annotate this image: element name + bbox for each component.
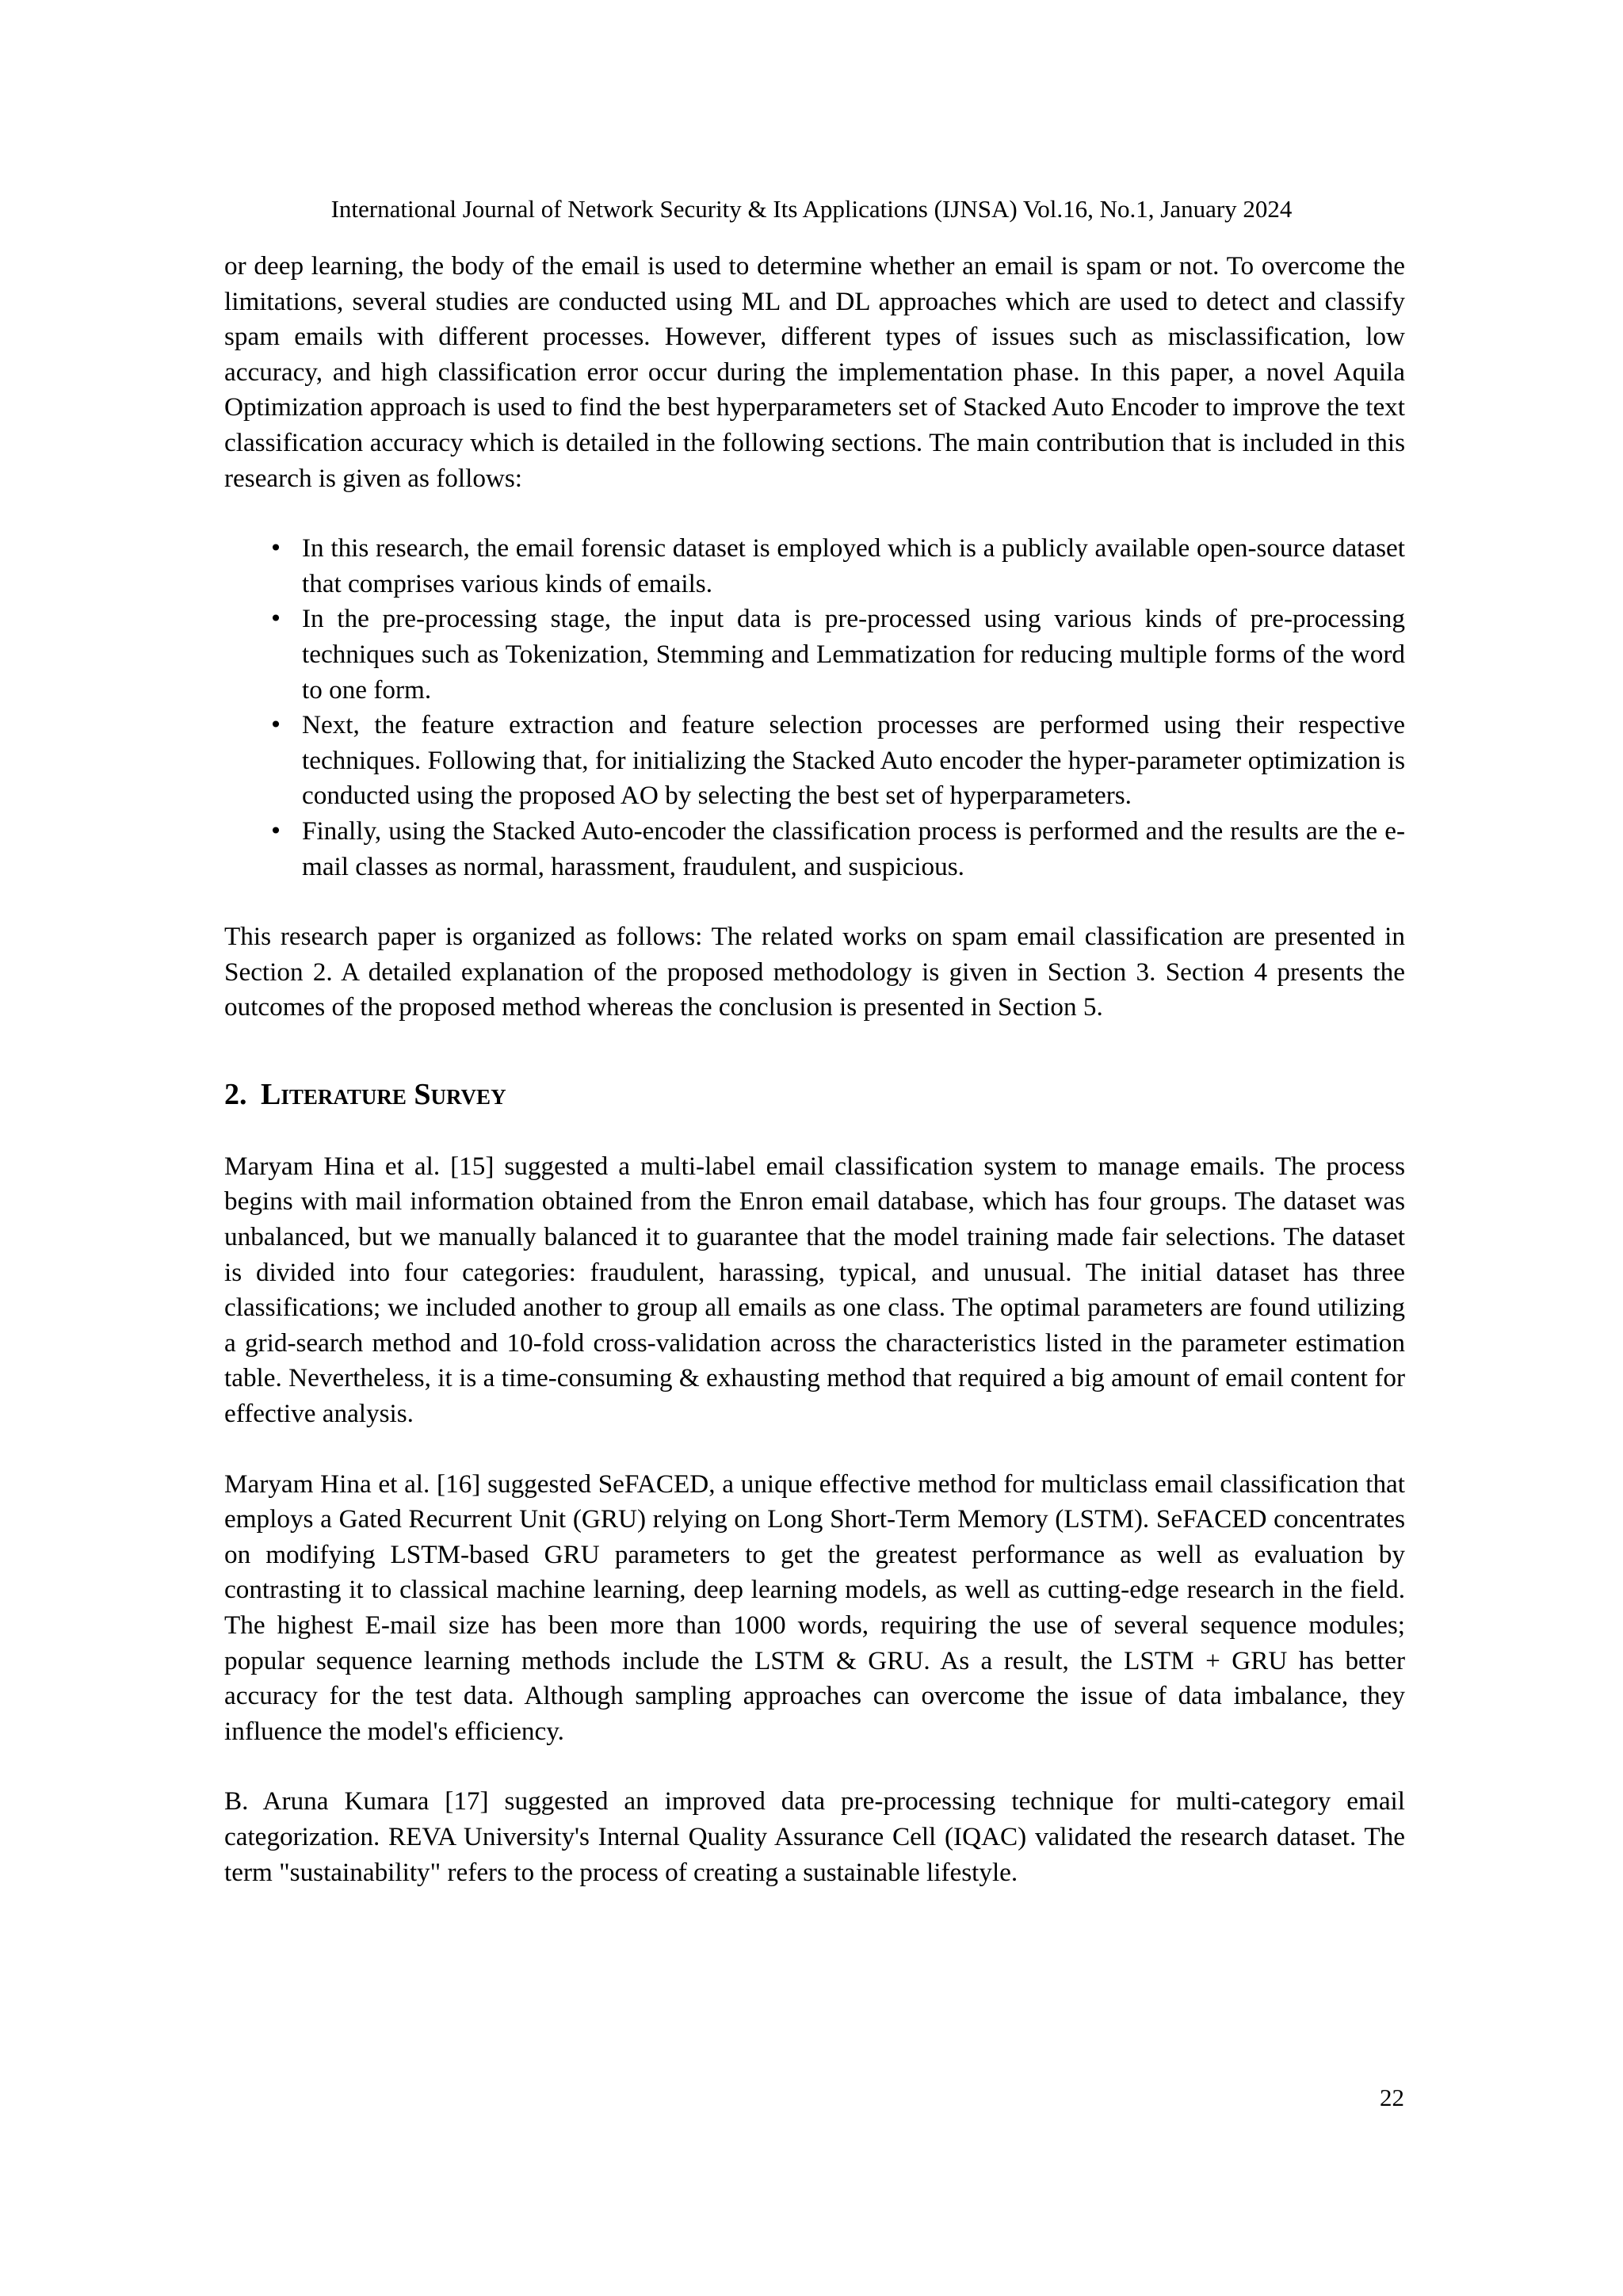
contribution-item <box>224 531 1405 602</box>
contribution-item <box>224 814 1405 884</box>
contribution-text: Next, the feature extraction and feature selection processes are performed using their respective techniques. Following that, for initializing the Stacked Auto encoder the hyper-parameter optimization is conducted using the proposed AO by selecting the best set of hyperparameters. <box>302 710 1405 811</box>
contribution-item <box>224 602 1405 708</box>
page-number: 22 <box>1380 2084 1404 2111</box>
contribution-text: Finally, using the Stacked Auto-encoder the classification process is performed and the results are the e-mail classes as normal, harassment, fraudulent, and suspicious. <box>302 816 1405 881</box>
section-heading <box>224 1076 1405 1113</box>
bullet-icon: • <box>269 712 283 739</box>
bullet-icon: • <box>269 535 283 562</box>
survey-paragraph-hina-15: Maryam Hina et al. [15] suggested a multi-label email classification system to manage emails. The process begins with mail information obtained from the Enron email database, which has four groups. The dataset was unbalanced, but we manually balanced it to guarantee that the model training made fair selections. The dataset is divided into four categories: fraudulent, harassing, typical, and unusual. The initial dataset has three classifications; we included another to group all emails as one class. The optimal parameters are found utilizing a grid-search method and 10-fold cross-validation across the characteristics listed in the parameter estimation table. Nevertheless, it is a time-consuming & exhausting method that required a big amount of email content for effective analysis. <box>224 1151 1405 1429</box>
contribution-text: In this research, the email forensic dataset is employed which is a publicly available open-source dataset that comprises various kinds of emails. <box>302 533 1405 598</box>
contribution-item <box>224 708 1405 814</box>
bullet-icon: • <box>269 606 283 632</box>
page-content <box>224 249 1405 1890</box>
contribution-text: In the pre-processing stage, the input data is pre-processed using various kinds of pre-processing techniques such as Tokenization, Stemming and Lemmatization for reducing multiple forms of the word to one form. <box>302 604 1405 705</box>
intro-paragraph: or deep learning, the body of the email is used to determine whether an email is spam or not. To overcome the limitations, several studies are conducted using ML and DL approaches which are used to detect and classify spam emails with different processes. However, different types of issues such as misclassification, low accuracy, and high classification error occur during the implementation phase. In this paper, a novel Aquila Optimization approach is used to find the best hyperparameters set of Stacked Auto Encoder to improve the text classification accuracy which is detailed in the following sections. The main contribution that is included in this research is given as follows: <box>224 251 1405 493</box>
section-number: 2. <box>224 1077 247 1111</box>
survey-paragraph-kumara-17: B. Aruna Kumara [17] suggested an improved data pre-processing technique for multi-category email categorization. REVA University's Internal Quality Assurance Cell (IQAC) validated the research dataset. The term "sustainability" refers to the process of creating a sustainable lifestyle. <box>224 1786 1405 1887</box>
survey-paragraph-hina-16: Maryam Hina et al. [16] suggested SeFACED, a unique effective method for multiclass email classification that employs a Gated Recurrent Unit (GRU) relying on Long Short-Term Memory (LSTM). SeFACED concentrates on modifying LSTM-based GRU parameters to get the greatest performance as well as evaluation by contrasting it to classical machine learning, deep learning models, as well as cutting-edge research in the field. The highest E-mail size has been more than 1000 words, requiring the use of several sequence modules; popular sequence learning methods include the LSTM & GRU. As a result, the LSTM + GRU has better accuracy for the test data. Although sampling approaches can overcome the issue of data imbalance, they influence the model's efficiency. <box>224 1469 1405 1746</box>
contribution-list <box>224 531 1405 884</box>
bullet-icon: • <box>269 817 283 844</box>
section-title: Literature Survey <box>261 1077 506 1111</box>
running-header: International Journal of Network Security & Its Applications (IJNSA) Vol.16, No.1, January 2024 <box>330 195 1293 223</box>
organization-paragraph: This research paper is organized as follows: The related works on spam email classification are presented in Section 2. A detailed explanation of the proposed methodology is given in Section 3. Section 4 presents the outcomes of the proposed method whereas the conclusion is presented in Section 5. <box>224 922 1405 1022</box>
